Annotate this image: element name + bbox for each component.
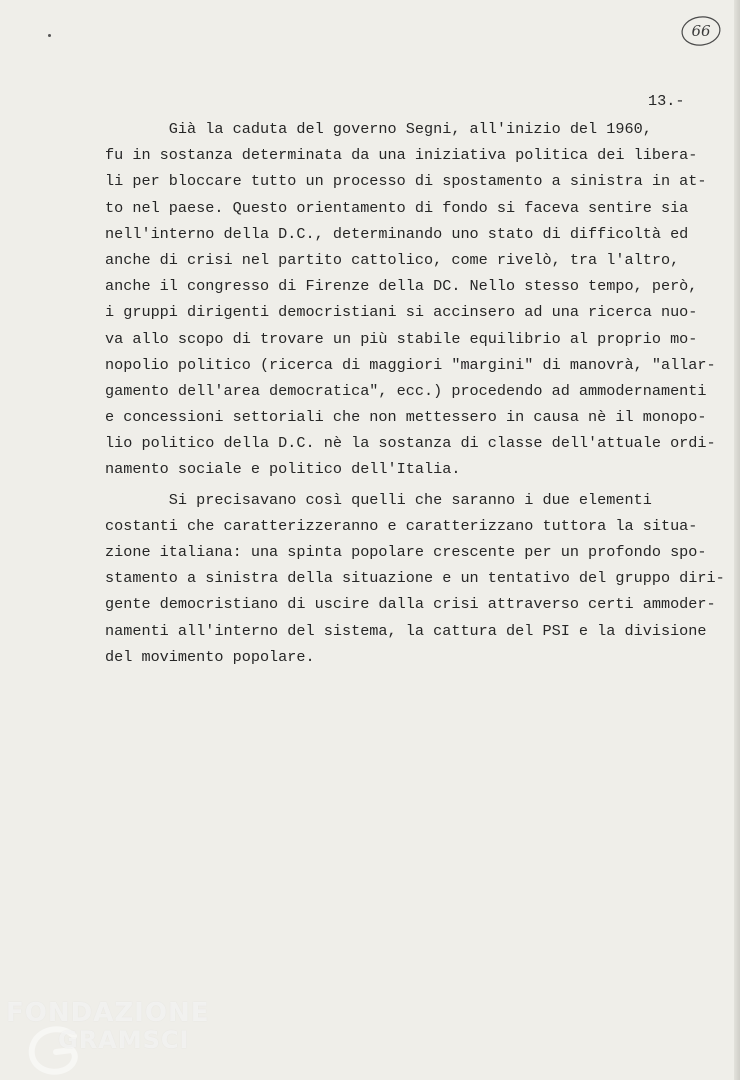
text-line: lio politico della D.C. nè la sostanza di classe dell'attuale ordi-: [105, 434, 716, 453]
text-line: anche di crisi nel partito cattolico, come rivelò, tra l'altro,: [105, 250, 680, 269]
archive-number-circled: [680, 14, 722, 48]
text-line: e concessioni settoriali che non mettessero in causa nè il monopo-: [105, 408, 707, 427]
text-line: zione italiana: una spinta popolare crescente per un profondo spo-: [105, 543, 707, 561]
paragraph: [105, 487, 725, 670]
circled-number-stamp: [680, 14, 722, 48]
text-line: i gruppi dirigenti democristiani si accinsero ad una ricerca nuo-: [105, 303, 698, 322]
text-line: Già la caduta del governo Segni, all'inizio del 1960,: [105, 120, 652, 138]
text-line: costanti che caratterizzeranno e caratterizzano tuttora la situa-: [105, 516, 698, 535]
text-line: Si precisavano così quelli che saranno i due elementi: [105, 490, 652, 509]
text-line: va allo scopo di trovare un più stabile equilibrio al proprio mo-: [105, 329, 698, 348]
page-number: 13.-: [648, 92, 685, 110]
text-line: li per bloccare tutto un processo di spostamento a sinistra in at-: [105, 172, 707, 191]
text-line: namento sociale e politico dell'Italia.: [105, 460, 461, 479]
archive-watermark: [6, 998, 210, 1078]
watermark-line-2: GRAMSCI: [58, 1026, 190, 1054]
text-line: to nel paese. Questo orientamento di fondo si faceva sentire sia: [105, 198, 689, 217]
paragraph: [105, 116, 716, 483]
text-line: stamento a sinistra della situazione e un tentativo del gruppo diri-: [105, 569, 725, 588]
paper-speck: [48, 34, 51, 37]
text-line: namenti all'interno del sistema, la cattura del PSI e la divisione: [105, 621, 707, 640]
text-line: nopolio politico (ricerca di maggiori "margini" di manovrà, "allar-: [105, 355, 716, 374]
text-line: nell'interno della D.C., determinando uno stato di difficoltà ed: [105, 224, 689, 243]
text-line: gamento dell'area democratica", ecc.) procedendo ad ammodernamenti: [105, 381, 707, 400]
text-line: gente democristiano di uscire dalla crisi attraverso certi ammoder-: [105, 595, 716, 614]
text-line: anche il congresso di Firenze della DC. Nello stesso tempo, però,: [105, 277, 698, 296]
typewritten-body: [105, 116, 725, 670]
archive-number-text: 66: [691, 22, 711, 40]
text-line: del movimento popolare.: [105, 647, 315, 666]
page-edge-shadow: [734, 0, 740, 1080]
text-line: fu in sostanza determinata da una iniziativa politica dei libera-: [105, 146, 698, 165]
watermark-line-1: FONDAZIONE: [6, 998, 210, 1028]
